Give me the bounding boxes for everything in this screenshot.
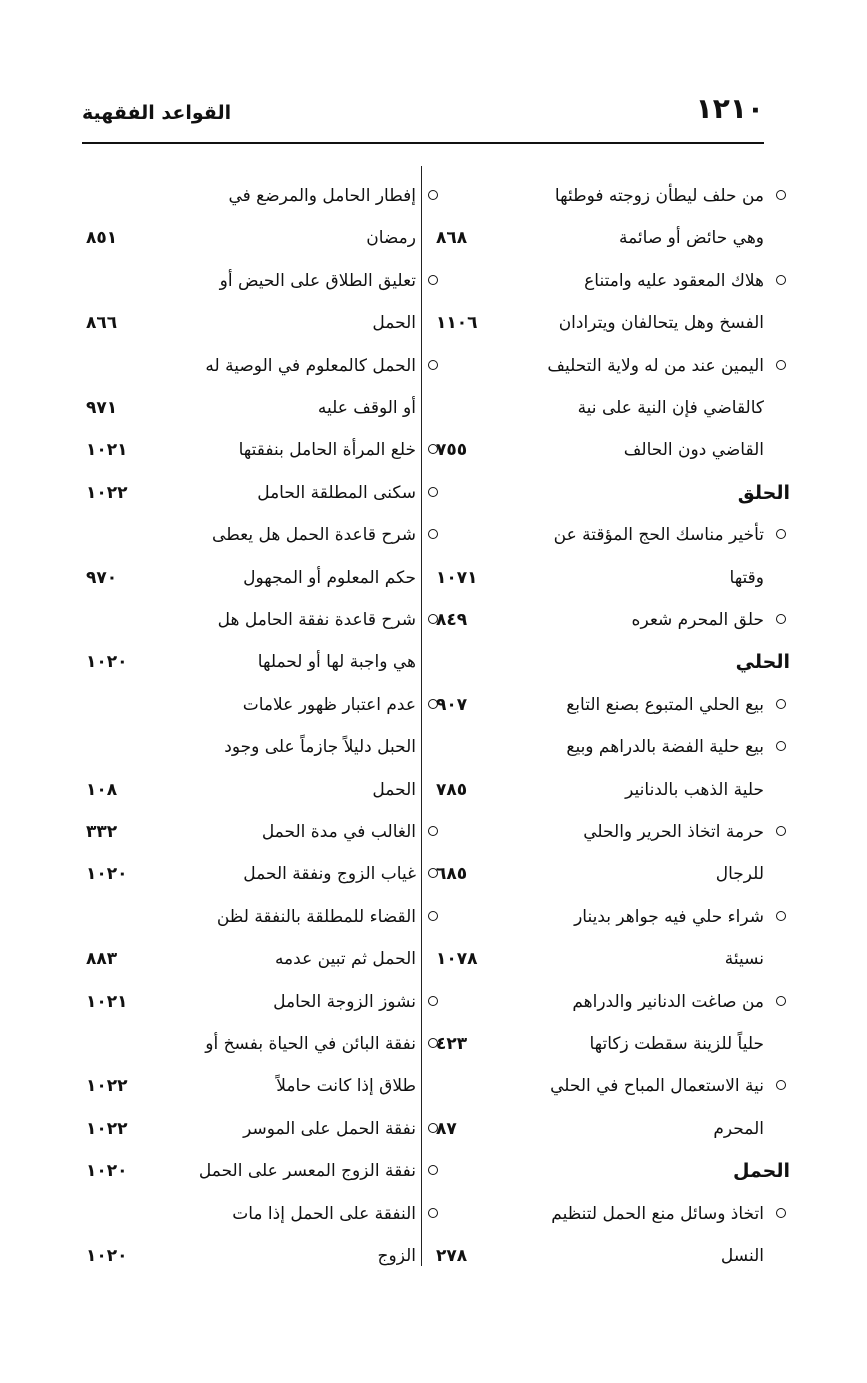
entry-last-line: [436, 1023, 764, 1065]
entry-last-line: [86, 811, 416, 853]
index-entry: [86, 981, 416, 1023]
index-entry: [86, 684, 416, 811]
entry-last-line: [86, 472, 416, 514]
bullet-circle-icon: [776, 699, 786, 709]
column-divider: [421, 166, 422, 1266]
index-entry: [86, 1150, 416, 1192]
entry-last-line: [436, 769, 764, 811]
page-reference: ١٠٧٨: [436, 949, 478, 970]
entry-text: الحمل: [372, 313, 416, 334]
bullet-circle-icon: [776, 275, 786, 285]
entry-last-line: [86, 938, 416, 980]
entry-text: طلاق إذا كانت حاملاً: [276, 1076, 416, 1097]
bullet-circle-icon: [776, 614, 786, 624]
entry-text: رمضان: [366, 228, 416, 249]
entry-text: الزوج: [377, 1245, 416, 1266]
page-reference: ٧٨٥: [436, 779, 468, 800]
index-entry: [86, 260, 416, 345]
entry-last-line: [436, 1235, 764, 1277]
bullet-circle-icon: [428, 487, 438, 497]
entry-text: هلاك المعقود عليه وامتناع: [584, 270, 764, 291]
page-reference: ٩٠٧: [436, 694, 468, 715]
bullet-circle-icon: [776, 911, 786, 921]
bullet-circle-icon: [428, 699, 438, 709]
bullet-circle-icon: [776, 190, 786, 200]
page-reference: ٨٨٣: [86, 949, 118, 970]
entry-text: سكنى المطلقة الحامل: [257, 482, 416, 503]
bullet-circle-icon: [776, 360, 786, 370]
entry-text: إفطار الحامل والمرضع في: [228, 186, 416, 206]
entry-text: الحمل كالمعلوم في الوصية له: [205, 355, 416, 376]
entry-last-line: [86, 1150, 416, 1192]
entry-text: تعليق الطلاق على الحيض أو: [219, 270, 416, 291]
page-reference: ١٠٢٢: [86, 482, 128, 503]
entry-text: نسيئة: [724, 949, 764, 970]
entry-text: غياب الزوج ونفقة الحمل: [243, 864, 416, 885]
entry-text: نية الاستعمال المباح في الحلي: [550, 1076, 764, 1097]
entry-text: حلية الذهب بالدنانير: [625, 779, 764, 800]
page-reference: ١٠٧١: [436, 567, 478, 588]
bullet-circle-icon: [428, 996, 438, 1006]
entry-last-line: [86, 1065, 416, 1107]
section-heading: الحمل: [732, 1160, 790, 1183]
index-entry: [436, 260, 764, 345]
page-reference: ٨٥١: [86, 228, 118, 249]
entry-last-line: [86, 641, 416, 683]
entry-last-line: [86, 769, 416, 811]
page-reference: ٩٧٠: [86, 567, 118, 588]
entry-text: للرجال: [715, 864, 764, 885]
entry-last-line: [86, 302, 416, 344]
entry-last-line: [436, 853, 764, 895]
bullet-circle-icon: [428, 614, 438, 624]
entry-last-line: [436, 1108, 764, 1150]
index-entry: [86, 896, 416, 981]
entry-text: نفقة الحمل على الموسر: [243, 1118, 416, 1139]
page-reference: ٨٦٦: [86, 313, 118, 334]
entry-last-line: [436, 217, 764, 259]
index-entry: [86, 811, 416, 853]
entry-text: من صاغت الدنانير والدراهم: [572, 991, 764, 1012]
entry-text: الحبل دليلاً جازماً على وجود: [224, 737, 416, 758]
entry-text: الغالب في مدة الحمل: [261, 821, 416, 842]
entry-last-line: [436, 599, 764, 641]
index-entry: [86, 345, 416, 430]
page-reference: ٧٥٥: [436, 440, 468, 461]
entry-text: شرح قاعدة الحمل هل يعطى: [212, 525, 416, 546]
entry-text: القضاء للمطلقة بالنفقة لظن: [216, 906, 416, 927]
entry-text: حرمة اتخاذ الحرير والحلي: [583, 821, 764, 842]
page-reference: ٦٨٥: [436, 864, 468, 885]
page-header: [82, 92, 764, 138]
entry-text: شرح قاعدة نفقة الحامل هل: [217, 609, 416, 630]
index-entry: [86, 1193, 416, 1278]
page-reference: ١٠٢٢: [86, 1076, 128, 1097]
entry-text: كالقاضي فإن النية على نية: [577, 398, 764, 418]
entry-text: تأخير مناسك الحج المؤقتة عن: [553, 525, 764, 546]
index-column-left: [86, 175, 416, 1277]
page-reference: ١٠٢٠: [86, 1245, 128, 1266]
entry-text: عدم اعتبار ظهور علامات: [242, 694, 416, 715]
index-entry: [436, 684, 764, 726]
entry-text: النفقة على الحمل إذا مات: [232, 1203, 416, 1224]
entry-text: القاضي دون الحالف: [623, 440, 764, 461]
section-heading: الحلق: [737, 481, 790, 504]
page-reference: ١٠٢١: [86, 991, 128, 1012]
page-reference: ١٠٢٢: [86, 1118, 128, 1139]
page-reference: ٤٢٣: [436, 1033, 468, 1054]
bullet-circle-icon: [776, 996, 786, 1006]
page-reference: ١٠٢٠: [86, 1161, 128, 1182]
entry-text: الحمل ثم تبين عدمه: [274, 949, 416, 970]
bullet-circle-icon: [776, 741, 786, 751]
bullet-circle-icon: [776, 529, 786, 539]
entry-text: بيع حلية الفضة بالدراهم وبيع: [566, 737, 764, 758]
page-reference: ٩٧١: [86, 398, 118, 418]
bullet-circle-icon: [428, 826, 438, 836]
page-reference: ١٠٢٠: [86, 864, 128, 885]
page-reference: ١٠٨: [86, 779, 118, 800]
entry-last-line: [86, 853, 416, 895]
bullet-circle-icon: [776, 1080, 786, 1090]
page-reference: ١١٠٦: [436, 313, 478, 334]
index-entry: [436, 1193, 764, 1278]
entry-text: الفسخ وهل يتحالفان ويترادان: [558, 313, 764, 334]
entry-last-line: [436, 684, 764, 726]
index-entry: [436, 981, 764, 1066]
page-reference: ٢٧٨: [436, 1245, 468, 1266]
page-number: ١٢١٠: [695, 92, 764, 125]
entry-text: هي واجبة لها أو لحملها: [257, 652, 416, 673]
entry-last-line: [86, 429, 416, 471]
entry-last-line: [86, 387, 416, 429]
index-entry: [86, 472, 416, 514]
entry-text: خلع المرأة الحامل بنفقتها: [238, 440, 416, 461]
entry-text: شراء حلي فيه جواهر بدينار: [574, 906, 764, 927]
index-entry: [436, 811, 764, 896]
entry-text: حلق المحرم شعره: [631, 610, 764, 630]
index-entry: [436, 175, 764, 260]
entry-text: نفقة الزوج المعسر على الحمل: [198, 1161, 416, 1182]
entry-text: اتخاذ وسائل منع الحمل لتنظيم: [551, 1203, 764, 1224]
page-reference: ٨٦٨: [436, 228, 468, 249]
bullet-circle-icon: [428, 1208, 438, 1218]
bullet-circle-icon: [428, 911, 438, 921]
entry-text: وهي حائض أو صائمة: [618, 228, 764, 249]
index-entry: [86, 429, 416, 471]
index-entry: [436, 896, 764, 981]
index-entry: [86, 1108, 416, 1150]
entry-text: المحرم: [713, 1118, 764, 1139]
bullet-circle-icon: [428, 1123, 438, 1133]
index-entry: [436, 345, 764, 472]
index-entry: [86, 1023, 416, 1108]
entry-text: الحمل: [372, 779, 416, 800]
bullet-circle-icon: [776, 1208, 786, 1218]
entry-text: حكم المعلوم أو المجهول: [243, 567, 416, 588]
index-entry: [436, 1065, 764, 1150]
index-entry: [86, 175, 416, 260]
index-entry: [86, 514, 416, 599]
section-heading: الحلي: [735, 651, 790, 674]
index-entry: [436, 726, 764, 811]
entry-last-line: [86, 217, 416, 259]
entry-text: بيع الحلي المتبوع بصنع التابع: [566, 694, 764, 715]
entry-text: نفقة البائن في الحياة بفسخ أو: [205, 1033, 416, 1054]
page-reference: ٨٧: [436, 1118, 457, 1139]
entry-last-line: [86, 1235, 416, 1277]
bullet-circle-icon: [776, 826, 786, 836]
entry-text: وقتها: [729, 567, 764, 588]
entry-text: حلياً للزينة سقطت زكاتها: [589, 1033, 764, 1054]
bullet-circle-icon: [428, 1038, 438, 1048]
entry-text: نشوز الزوجة الحامل: [273, 991, 416, 1012]
entry-text: أو الوقف عليه: [317, 398, 416, 418]
bullet-circle-icon: [428, 275, 438, 285]
index-entry: [86, 853, 416, 895]
bullet-circle-icon: [428, 360, 438, 370]
entry-last-line: [436, 938, 764, 980]
entry-last-line: [436, 429, 764, 471]
entry-last-line: [86, 557, 416, 599]
page-reference: ٣٣٢: [86, 821, 118, 842]
running-title: القواعد الفقهية: [82, 102, 232, 124]
index-column-right: [436, 175, 790, 1277]
index-entry: [436, 514, 764, 599]
bullet-circle-icon: [428, 190, 438, 200]
entry-text: النسل: [720, 1245, 764, 1266]
page-reference: ١٠٢٠: [86, 652, 128, 673]
entry-last-line: [86, 981, 416, 1023]
entry-last-line: [86, 1108, 416, 1150]
page-reference: ١٠٢١: [86, 440, 128, 461]
page-reference: ٨٤٩: [436, 610, 468, 630]
entry-text: اليمين عند من له ولاية التحليف: [547, 355, 764, 376]
entry-text: من حلف ليطأن زوجته فوطئها: [554, 186, 764, 206]
index-entry: [436, 599, 764, 641]
header-rule: [82, 142, 764, 144]
entry-last-line: [436, 302, 764, 344]
entry-last-line: [436, 557, 764, 599]
index-entry: [86, 599, 416, 684]
